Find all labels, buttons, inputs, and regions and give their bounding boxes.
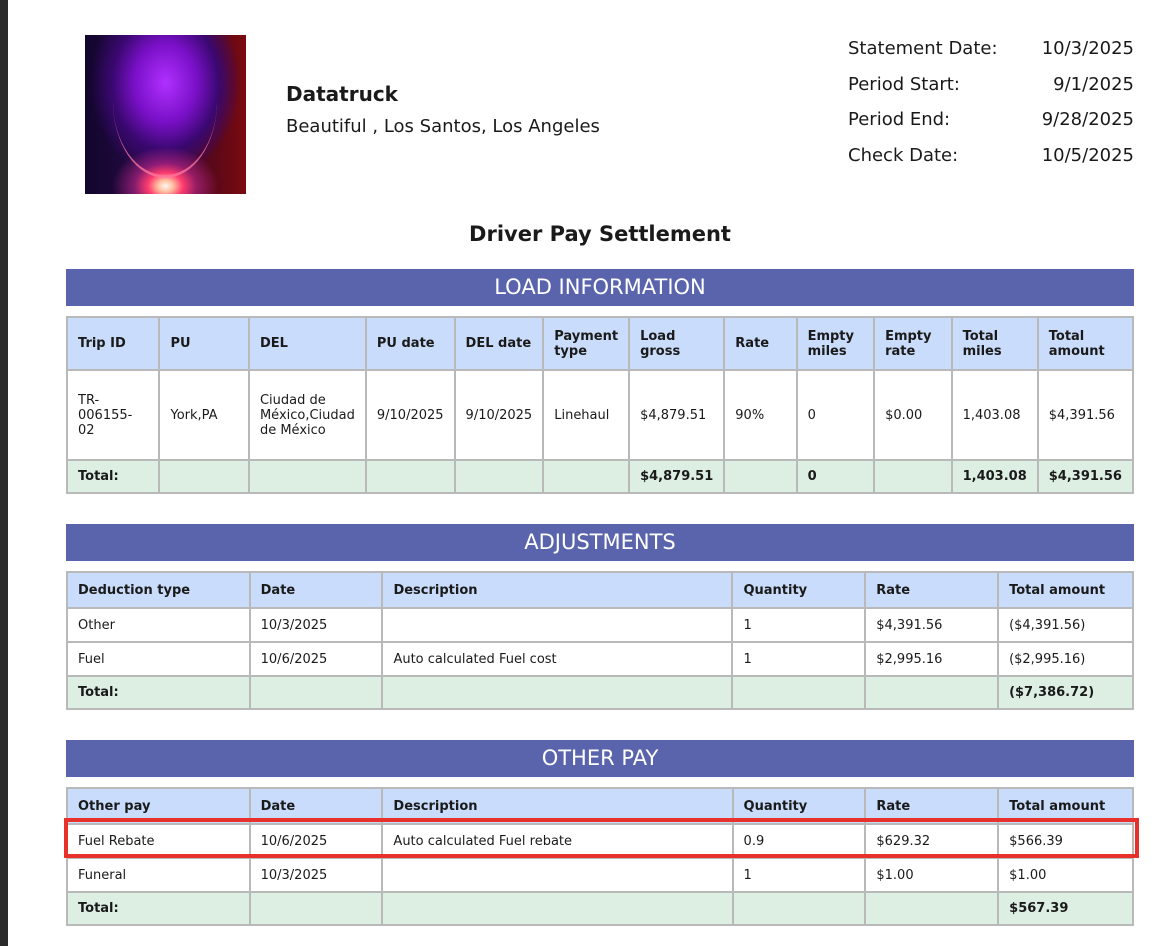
other-pay-section-header: OTHER PAY [66,740,1134,777]
column-header: Description [382,788,732,824]
column-header: DEL [249,317,366,370]
table-cell: 0.9 [733,824,866,858]
table-cell: York,PA [159,370,248,460]
table-cell [724,460,796,493]
table-cell: 10/6/2025 [250,824,383,858]
column-header: Rate [865,788,998,824]
table-cell: Funeral [67,858,250,892]
table-cell [250,892,383,925]
table-cell [865,892,998,925]
table-row [67,642,1133,676]
table-cell: 10/6/2025 [250,642,383,676]
table-cell [159,460,248,493]
table-cell [543,460,629,493]
table-cell: $566.39 [998,824,1133,858]
table-cell: Fuel Rebate [67,824,250,858]
table-cell: $0.00 [874,370,952,460]
table-cell: 1,403.08 [952,460,1038,493]
table-header-row [67,317,1133,370]
table-cell: 1 [732,642,865,676]
adjustments-table [66,571,1134,710]
meta-label: Check Date: [848,144,959,166]
table-cell: $4,879.51 [629,460,724,493]
load-table [66,316,1134,494]
highlight-box [64,818,1139,858]
table-cell [874,460,952,493]
total-row [67,460,1133,493]
table-cell [250,676,383,709]
table-cell: Fuel [67,642,250,676]
table-cell: 90% [724,370,796,460]
column-header: Date [250,788,383,824]
table-cell: ($2,995.16) [998,642,1133,676]
table-cell: 1 [732,608,865,642]
column-header: Load gross [629,317,724,370]
column-header: Quantity [732,572,865,608]
column-header: PU date [366,317,455,370]
table-cell: Total: [67,676,250,709]
viewer-edge [0,0,8,946]
table-row [67,608,1133,642]
company-address: Beautiful , Los Santos, Los Angeles [286,116,600,137]
column-header: Other pay [67,788,250,824]
column-header: Rate [724,317,796,370]
adjustments-section-header: ADJUSTMENTS [66,524,1134,561]
table-cell: 10/3/2025 [250,858,383,892]
table-cell: Linehaul [543,370,629,460]
meta-label: Statement Date: [848,38,998,59]
total-row [67,892,1133,925]
column-header: PU [159,317,248,370]
column-header: Total amount [1038,317,1133,370]
table-cell: Total: [67,460,159,493]
column-header: Total amount [998,788,1133,824]
column-header: DEL date [455,317,544,370]
statement-meta [848,36,1134,178]
column-header: Total amount [998,572,1133,608]
table-cell: 9/10/2025 [455,370,544,460]
meta-label: Period End: [848,109,951,130]
meta-value: 10/5/2025 [1041,144,1134,166]
table-cell [732,676,865,709]
table-cell [733,892,866,925]
load-section-header: LOAD INFORMATION [66,269,1134,306]
meta-value: 9/1/2025 [1053,73,1134,95]
column-header: Empty miles [797,317,875,370]
table-cell: 9/10/2025 [366,370,455,460]
period-end-row [848,107,1134,143]
meta-value: 9/28/2025 [1041,109,1134,130]
meta-value: 10/3/2025 [1041,38,1134,59]
column-header: Rate [865,572,998,608]
column-header: Description [382,572,732,608]
table-row [67,370,1133,460]
table-cell: Total: [67,892,250,925]
column-header: Payment type [543,317,629,370]
check-date-row [848,143,1134,179]
table-cell [455,460,544,493]
table-cell: $1.00 [865,858,998,892]
column-header: Total miles [952,317,1038,370]
table-cell: $4,391.56 [1038,370,1133,460]
table-cell: ($4,391.56) [998,608,1133,642]
column-header: Quantity [733,788,866,824]
table-cell: Auto calculated Fuel rebate [382,824,732,858]
table-cell [382,676,732,709]
table-cell: Ciudad de México,Ciudad de México [249,370,366,460]
table-cell [382,858,732,892]
table-cell [249,460,366,493]
table-cell: 0 [797,370,875,460]
column-header: Deduction type [67,572,250,608]
meta-label: Period Start: [848,73,960,95]
column-header: Date [250,572,383,608]
column-header: Trip ID [67,317,159,370]
table-cell [382,608,732,642]
table-cell: $4,879.51 [629,370,724,460]
company-name: Datatruck [286,82,398,106]
table-cell: 1 [733,858,866,892]
table-cell: ($7,386.72) [998,676,1133,709]
table-cell [382,892,732,925]
table-cell: 10/3/2025 [250,608,383,642]
table-cell: Other [67,608,250,642]
company-logo [85,35,246,194]
page-title: Driver Pay Settlement [469,222,731,246]
table-cell: $4,391.56 [1038,460,1133,493]
company-info [286,82,600,137]
table-cell: 1,403.08 [952,370,1038,460]
table-cell: 0 [797,460,875,493]
table-cell: $4,391.56 [865,608,998,642]
table-cell: TR-006155-02 [67,370,159,460]
table-header-row [67,572,1133,608]
table-cell: $567.39 [998,892,1133,925]
table-cell: Auto calculated Fuel cost [382,642,732,676]
period-start-row [848,72,1134,108]
table-cell: $2,995.16 [865,642,998,676]
table-cell [366,460,455,493]
column-header: Empty rate [874,317,952,370]
table-cell: $1.00 [998,858,1133,892]
total-row [67,676,1133,709]
table-cell: $629.32 [865,824,998,858]
table-cell [865,676,998,709]
table-row [67,858,1133,892]
statement-date-row [848,36,1134,72]
